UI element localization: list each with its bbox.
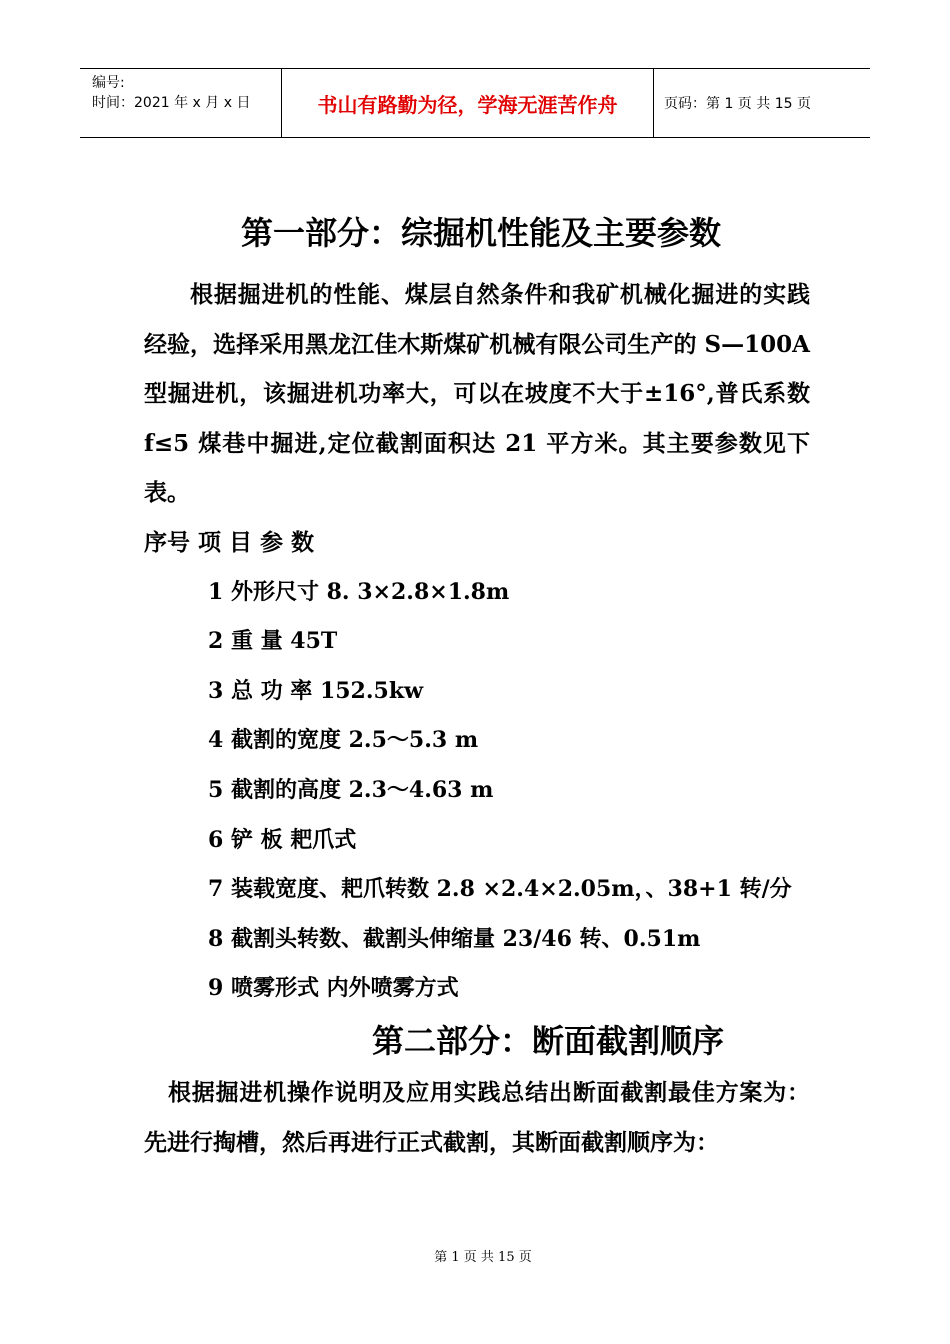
param-item: 4 截割的宽度 2.5～5.3 m [208, 727, 479, 754]
param-item: 5 截割的高度 2.3～4.63 m [208, 776, 494, 803]
serial-number-label: 编号: [92, 75, 125, 91]
param-item: 7 装载宽度、耙爪转数 2.8 ×2.4×2.05m，、38+1 转/分 [208, 876, 792, 903]
section2-title: 第二部分：断面截割顺序 [372, 1021, 725, 1060]
section2-intro: 根据掘进机操作说明及应用实践总结出断面截割最佳方案为：先进行掏槽，然后再进行正式截割，其断面截割顺序为： [144, 1078, 810, 1156]
param-item: 6 铲 板 耙爪式 [208, 826, 357, 853]
page-footer: 第 1 页 共 15 页 [434, 1250, 532, 1265]
document-header [80, 68, 870, 138]
section1-title: 第一部分：综掘机性能及主要参数 [240, 214, 721, 252]
param-item: 3 总 功 率 152.5kw [208, 677, 424, 704]
date-label: 时间：2021 年 x 月 x 日 [92, 95, 251, 111]
param-item: 9 喷雾形式 内外喷雾方式 [208, 975, 459, 1002]
params-table-header: 序号 项 目 参 数 [144, 528, 315, 556]
param-item: 1 外形尺寸 8. 3×2.8×1.8m [208, 578, 510, 605]
header-motto: 书山有路勤为径，学海无涯苦作舟 [282, 69, 654, 137]
section1-intro: 根据掘进机的性能、煤层自然条件和我矿机械化掘进的实践经验，选择采用黑龙江佳木斯煤矿机械有限公司生产的 S—100A 型掘进机，该掘进机功率大，可以在坡度不大于±16°,普氏系数 f≤5 煤巷中掘进,定位截割面积达 21 平方米。其主要参数见下表。 [144, 281, 810, 507]
document-body [144, 210, 810, 1167]
param-item: 8 截割头转数、截割头伸缩量 23/46 转、0.51m [208, 925, 701, 952]
header-meta [80, 69, 282, 137]
header-page-info: 页码：第 1 页 共 15 页 [664, 96, 811, 112]
param-item: 2 重 量 45T [208, 628, 338, 655]
